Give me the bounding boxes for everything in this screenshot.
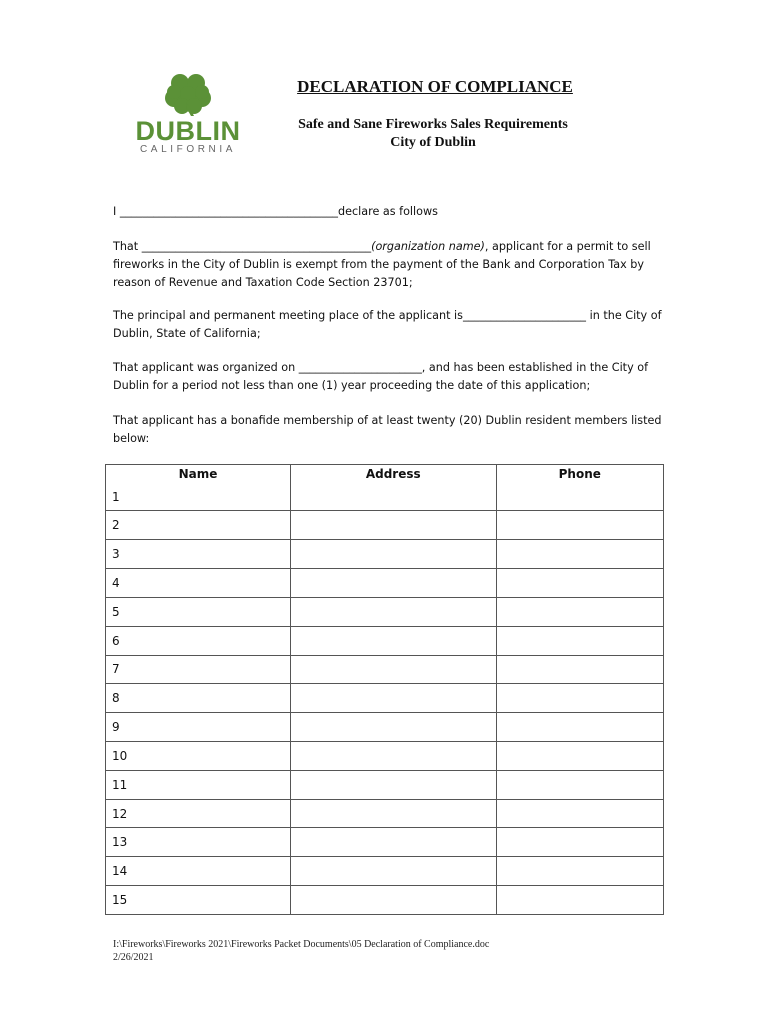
- org-prefix: That: [113, 240, 142, 253]
- member-name-cell[interactable]: 11: [106, 770, 291, 799]
- member-name-cell[interactable]: 14: [106, 857, 291, 886]
- logo-subtitle: CALIFORNIA: [139, 144, 236, 155]
- member-address-cell[interactable]: [291, 799, 497, 828]
- table-row: [106, 597, 664, 626]
- declaration-line: [113, 203, 673, 221]
- table-row: [106, 540, 664, 569]
- member-address-cell[interactable]: [291, 511, 497, 540]
- member-address-cell[interactable]: [291, 741, 497, 770]
- document-title: DECLARATION OF COMPLIANCE: [297, 77, 573, 96]
- member-phone-cell[interactable]: [496, 626, 664, 655]
- meeting-place-paragraph: The principal and permanent meeting place of the applicant is______________________ in the City of Dublin, State of California;: [113, 309, 662, 340]
- table-row: [106, 655, 664, 684]
- member-name-cell[interactable]: 13: [106, 828, 291, 857]
- member-address-cell[interactable]: [291, 857, 497, 886]
- column-header-phone: Phone: [496, 465, 664, 484]
- member-address-cell[interactable]: [291, 886, 497, 915]
- member-phone-cell[interactable]: [496, 483, 664, 511]
- member-name-cell[interactable]: 4: [106, 569, 291, 598]
- column-header-name: Name: [106, 465, 291, 484]
- member-phone-cell[interactable]: [496, 511, 664, 540]
- document-subtitle: [255, 116, 611, 152]
- table-row: [106, 511, 664, 540]
- member-phone-cell[interactable]: [496, 569, 664, 598]
- member-phone-cell[interactable]: [496, 655, 664, 684]
- member-name-cell[interactable]: 12: [106, 799, 291, 828]
- table-row: [106, 483, 664, 511]
- member-name-cell[interactable]: 9: [106, 713, 291, 742]
- table-header-row: [106, 465, 664, 484]
- member-phone-cell[interactable]: [496, 828, 664, 857]
- member-address-cell[interactable]: [291, 626, 497, 655]
- member-name-cell[interactable]: 10: [106, 741, 291, 770]
- table-row: [106, 626, 664, 655]
- table-row: [106, 741, 664, 770]
- members-table: [105, 464, 664, 915]
- table-row: [106, 857, 664, 886]
- member-name-cell[interactable]: 15: [106, 886, 291, 915]
- table-row: [106, 886, 664, 915]
- member-phone-cell[interactable]: [496, 540, 664, 569]
- member-phone-cell[interactable]: [496, 684, 664, 713]
- table-row: [106, 799, 664, 828]
- declaration-prefix: I: [113, 205, 120, 218]
- member-address-cell[interactable]: [291, 684, 497, 713]
- member-phone-cell[interactable]: [496, 597, 664, 626]
- table-row: [106, 569, 664, 598]
- member-address-cell[interactable]: [291, 713, 497, 742]
- member-name-cell[interactable]: 2: [106, 511, 291, 540]
- declarant-name-blank[interactable]: _______________________________________: [119, 205, 339, 218]
- member-address-cell[interactable]: [291, 569, 497, 598]
- revision-date: 2/26/2021: [113, 952, 154, 963]
- declaration-suffix: declare as follows: [338, 205, 438, 218]
- subtitle-line-1: Safe and Sane Fireworks Sales Requirements: [298, 117, 568, 132]
- subtitle-line-2: City of Dublin: [390, 135, 476, 150]
- table-row: [106, 828, 664, 857]
- member-phone-cell[interactable]: [496, 770, 664, 799]
- member-address-cell[interactable]: [291, 483, 497, 511]
- member-name-cell[interactable]: 5: [106, 597, 291, 626]
- table-row: [106, 684, 664, 713]
- member-phone-cell[interactable]: [496, 799, 664, 828]
- org-rest: , applicant for a permit to sell fireworks in the City of Dublin is exempt from the payment of the Bank and Corporation Tax by reason of Revenue and Taxation Code Section 23701;: [113, 240, 651, 289]
- member-phone-cell[interactable]: [496, 857, 664, 886]
- member-name-cell[interactable]: 3: [106, 540, 291, 569]
- membership-paragraph: That applicant has a bonafide membership of at least twenty (20) Dublin resident members listed below:: [113, 414, 662, 445]
- member-name-cell[interactable]: 6: [106, 626, 291, 655]
- organization-name-hint: (organization name): [371, 240, 485, 253]
- column-header-address: Address: [291, 465, 497, 484]
- table-row: [106, 713, 664, 742]
- logo-wordmark: DUBLIN: [135, 116, 241, 146]
- member-phone-cell[interactable]: [496, 886, 664, 915]
- organized-date-paragraph: That applicant was organized on ______________________, and has been established in the City of Dublin for a period not less than one (1) year proceeding the date of this application;: [113, 361, 649, 392]
- member-address-cell[interactable]: [291, 828, 497, 857]
- table-row: [106, 770, 664, 799]
- member-phone-cell[interactable]: [496, 713, 664, 742]
- member-address-cell[interactable]: [291, 540, 497, 569]
- member-name-cell[interactable]: 8: [106, 684, 291, 713]
- member-name-cell[interactable]: 1: [106, 483, 291, 511]
- organization-paragraph: [113, 238, 673, 292]
- member-name-cell[interactable]: 7: [106, 655, 291, 684]
- member-address-cell[interactable]: [291, 597, 497, 626]
- file-path: I:\Fireworks\Fireworks 2021\Fireworks Packet Documents\05 Declaration of Compliance.doc: [113, 939, 490, 950]
- member-address-cell[interactable]: [291, 655, 497, 684]
- organization-name-blank[interactable]: _________________________________________: [141, 240, 372, 253]
- footer: [113, 938, 489, 964]
- member-address-cell[interactable]: [291, 770, 497, 799]
- member-phone-cell[interactable]: [496, 741, 664, 770]
